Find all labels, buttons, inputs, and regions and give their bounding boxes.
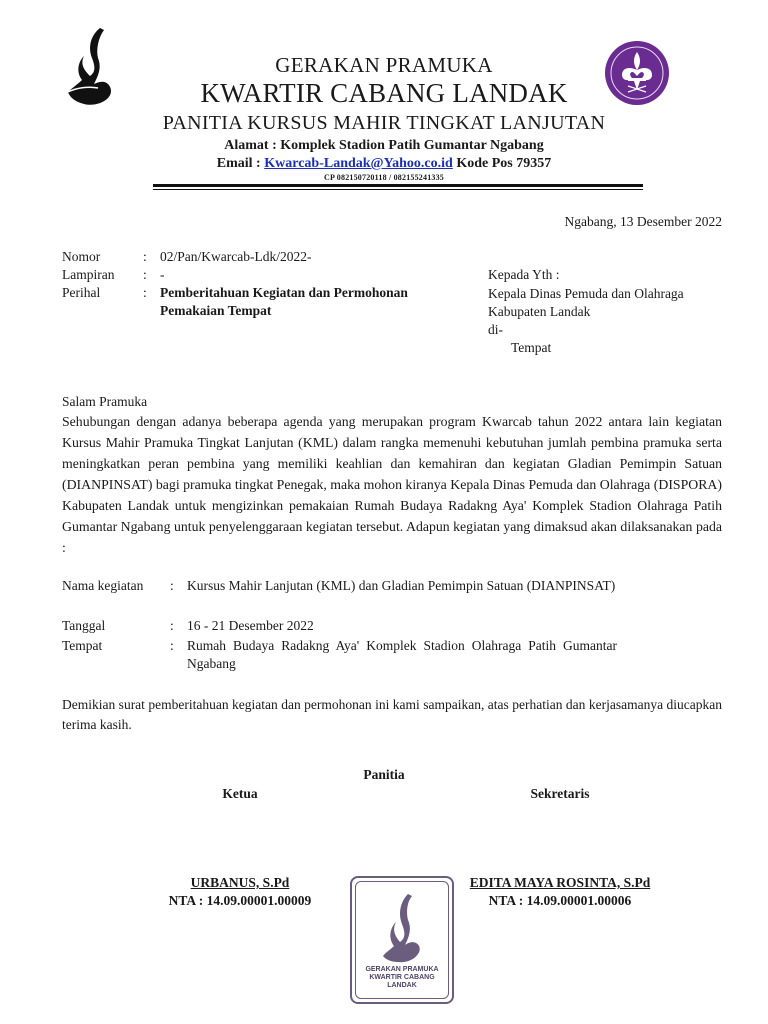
nomor-label: Nomor	[62, 249, 101, 264]
header-divider-thick	[153, 184, 643, 187]
detail-label-place: Tempat	[62, 638, 103, 653]
stamp-line-2: KWARTIR CABANG	[369, 974, 435, 981]
header-divider-thin	[153, 189, 643, 190]
email-label: Email :	[216, 156, 261, 171]
org-name: GERAKAN PRAMUKA	[275, 53, 493, 77]
ketua-nta: NTA : 14.09.00001.00009	[168, 893, 312, 908]
detail-colon-date: :	[170, 618, 174, 633]
detail-colon-name: :	[170, 578, 174, 593]
detail-colon-place: :	[170, 638, 174, 653]
committee-title: Panitia	[363, 767, 405, 782]
perihal-colon: :	[143, 285, 147, 300]
perihal-label: Perihal	[62, 285, 101, 300]
committee-name: PANITIA KURSUS MAHIR TINGKAT LANJUTAN	[162, 112, 606, 134]
recipient-line-2: Kepala Dinas Pemuda dan Olahraga	[488, 286, 684, 301]
address-line: Alamat : Komplek Stadion Patih Gumantar Ngabang	[224, 138, 544, 153]
closing-paragraph: Demikian surat pemberitahuan kegiatan dan permohonan ini kami sampaikan, atas perhatian dan kerjasamanya diucapkan terima kasih.	[62, 697, 722, 732]
sekretaris-title: Sekretaris	[530, 786, 590, 801]
detail-value-name: Kursus Mahir Lanjutan (KML) dan Gladian Pemimpin Satuan (DIANPINSAT)	[187, 578, 616, 593]
perihal-value: Pemberitahuan Kegiatan dan Permohonan Pemakaian Tempat	[160, 285, 408, 318]
phone-line: CP 082150720118 / 082155241335	[323, 173, 444, 182]
stamp-line-3: LANDAK	[387, 982, 417, 989]
ketua-title: Ketua	[222, 786, 258, 801]
detail-value-place: Rumah Budaya Radakng Aya' Komplek Stadion Olahraga Patih Gumantar Ngabang	[187, 638, 617, 671]
detail-value-date: 16 - 21 Desember 2022	[187, 618, 314, 633]
official-stamp	[350, 876, 454, 1004]
detail-label-name: Nama kegiatan	[62, 578, 144, 593]
nomor-value: 02/Pan/Kwarcab-Ldk/2022-	[160, 249, 312, 264]
recipient-line-5: Tempat	[511, 340, 552, 355]
postcode: Kode Pos 79357	[456, 156, 552, 171]
recipient-line-4: di-	[488, 322, 503, 337]
email-link[interactable]: Kwarcab-Landak@Yahoo.co.id	[264, 156, 453, 171]
recipient-line-1: Kepada Yth :	[488, 267, 560, 282]
sekretaris-name: EDITA MAYA ROSINTA, S.Pd	[469, 875, 651, 890]
greeting: Salam Pramuka	[62, 394, 148, 409]
detail-label-date: Tanggal	[62, 618, 106, 633]
stamp-line-1: GERAKAN PRAMUKA	[365, 966, 439, 973]
lampiran-value: -	[160, 267, 165, 282]
sekretaris-nta: NTA : 14.09.00001.00006	[488, 893, 632, 908]
recipient-line-3: Kabupaten Landak	[488, 304, 591, 319]
ketua-name: URBANUS, S.Pd	[190, 875, 290, 890]
kwarcab-name: KWARTIR CABANG LANDAK	[200, 78, 568, 108]
stamp-tunas-kelapa-icon	[378, 892, 424, 964]
body-paragraph: Sehubungan dengan adanya beberapa agenda yang merupakan program Kwarcab tahun 2022 antara lain kegiatan Kursus Mahir Pramuka Tingkat Lanjutan (KML) dalam rangka memenuhi kebutuhan jumlah pembina pramuka serta meningkatkan peran pembina yang memiliki keahlian dan kemahiran dan kegiatan Gladian Pemimpin Satuan (DIANPINSAT) bagi pramuka tingkat Penegak, maka mohon kiranya Kepala Dinas Pemuda dan Olahraga (DISPORA) Kabupaten Landak untuk mengizinkan pemakaian Rumah Budaya Radakng Aya' Komplek Stadion Olahraga Patih Gumantar Ngabang untuk penyelenggaraan kegiatan tersebut. Adapun kegiatan yang dimaksud akan dilaksanakan pada :	[62, 414, 722, 555]
lampiran-label: Lampiran	[62, 267, 115, 282]
lampiran-colon: :	[143, 267, 147, 282]
letter-date: Ngabang, 13 Desember 2022	[564, 214, 722, 229]
email-line	[0, 156, 768, 172]
stamp-text	[352, 966, 452, 990]
nomor-colon: :	[143, 249, 147, 264]
